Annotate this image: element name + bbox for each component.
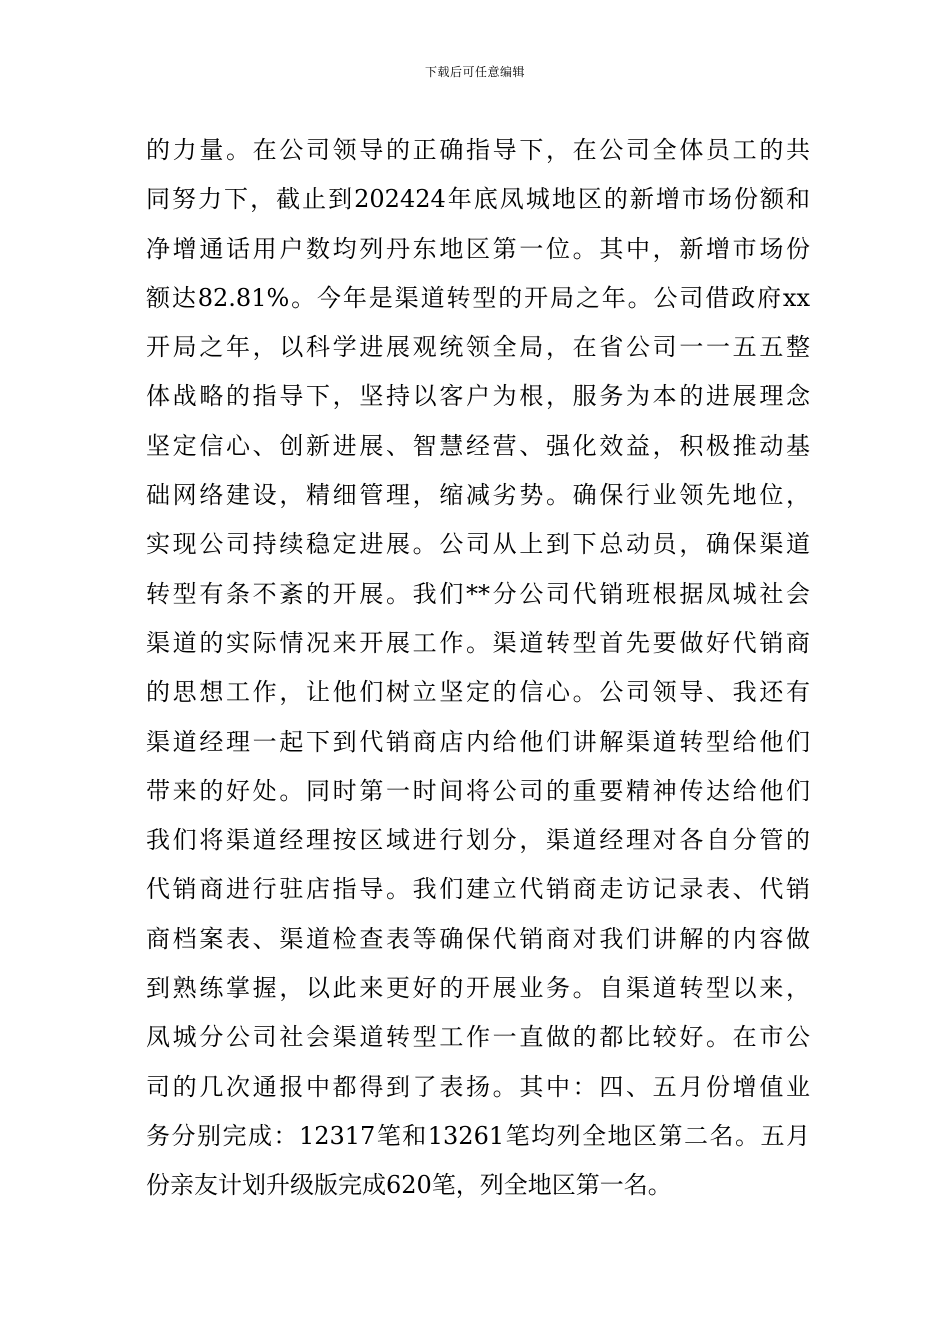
text-line: 的力量。在公司领导的正确指导下，在公司全体员工的共 bbox=[146, 136, 810, 164]
text-line: 净增通话用户数均列丹东地区第一位。其中，新增市场份 bbox=[146, 234, 810, 263]
text-line: 带来的好处。同时第一时间将公司的重要精神传达给他们 bbox=[146, 776, 810, 805]
document-body bbox=[146, 126, 810, 1211]
text-line: 同努力下，截止到202424年底凤城地区的新增市场份额和 bbox=[146, 185, 810, 214]
text-line: 司的几次通报中都得到了表扬。其中：四、五月份增值业 bbox=[146, 1072, 810, 1101]
text-line: 坚定信心、创新进展、智慧经营、强化效益，积极推动基 bbox=[146, 431, 810, 460]
text-line: 凤城分公司社会渠道转型工作一直做的都比较好。在市公 bbox=[146, 1023, 810, 1052]
text-line: 我们将渠道经理按区域进行划分，渠道经理对各自分管的 bbox=[146, 826, 810, 855]
text-line: 份亲友计划升级版完成620笔，列全地区第一名。 bbox=[146, 1171, 672, 1200]
text-line: 渠道的实际情况来开展工作。渠道转型首先要做好代销商 bbox=[146, 628, 810, 657]
text-line: 转型有条不紊的开展。我们**分公司代销班根据凤城社会 bbox=[146, 579, 810, 608]
text-line: 到熟练掌握，以此来更好的开展业务。自渠道转型以来， bbox=[146, 974, 810, 1003]
text-line: 商档案表、渠道检查表等确保代销商对我们讲解的内容做 bbox=[146, 924, 810, 953]
text-line: 实现公司持续稳定进展。公司从上到下总动员，确保渠道 bbox=[146, 530, 810, 559]
page-header: 下载后可任意编辑 bbox=[424, 65, 525, 79]
text-line: 额达82.81%。今年是渠道转型的开局之年。公司借政府xx bbox=[146, 283, 810, 312]
text-line: 开局之年，以科学进展观统领全局，在省公司一一五五整 bbox=[146, 333, 810, 362]
text-line: 渠道经理一起下到代销商店内给他们讲解渠道转型给他们 bbox=[146, 727, 810, 756]
text-line: 务分别完成：12317笔和13261笔均列全地区第二名。五月 bbox=[146, 1121, 810, 1150]
text-line: 代销商进行驻店指导。我们建立代销商走访记录表、代销 bbox=[146, 875, 810, 904]
text-line: 体战略的指导下，坚持以客户为根，服务为本的进展理念 bbox=[146, 382, 810, 411]
text-line: 础网络建设，精细管理，缩减劣势。确保行业领先地位， bbox=[146, 481, 810, 510]
text-line: 的思想工作，让他们树立坚定的信心。公司领导、我还有 bbox=[146, 678, 810, 707]
